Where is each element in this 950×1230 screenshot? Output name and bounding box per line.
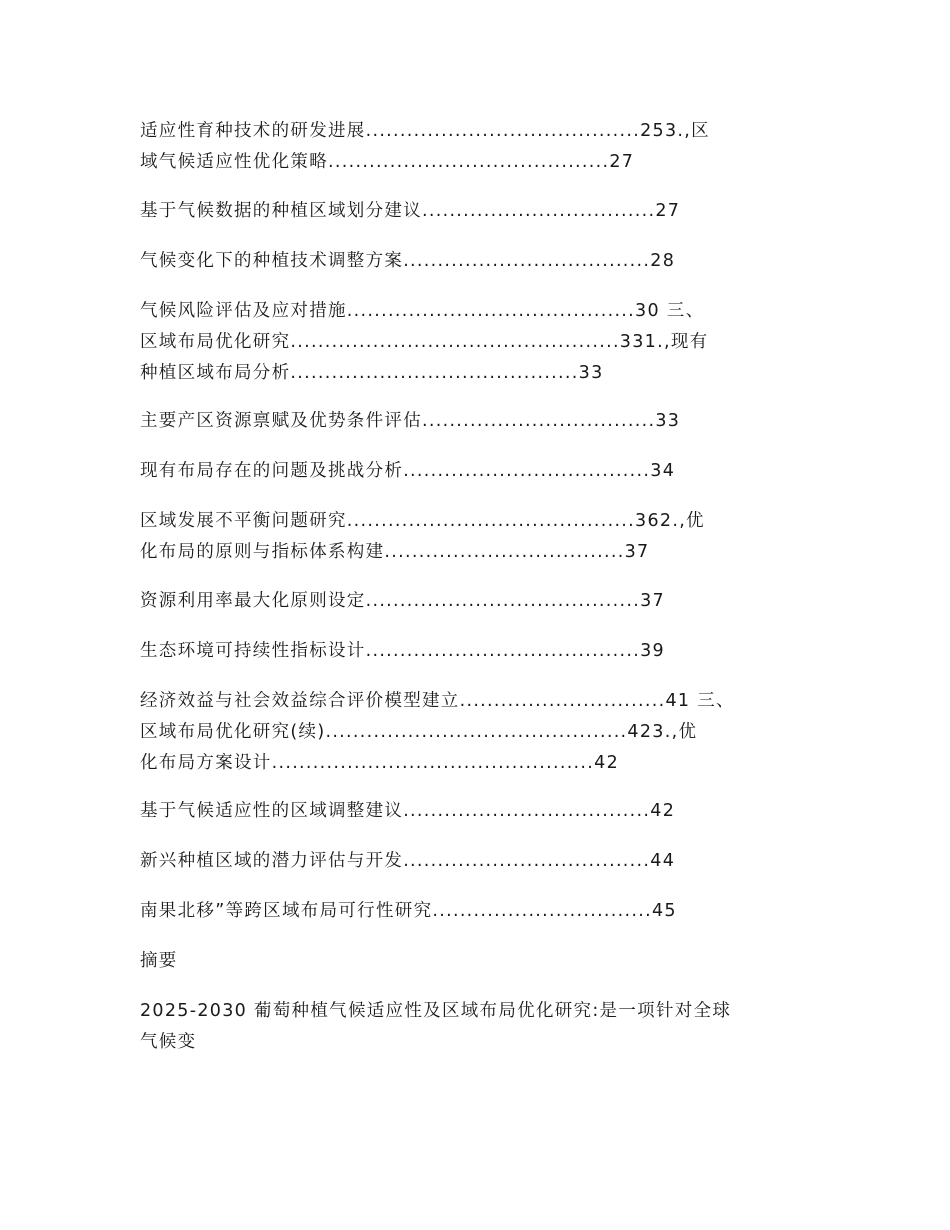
toc-entry-paragraph [140,296,820,389]
toc-entry-line: 域气候适应性优化策略.........................................27 [140,152,635,172]
abstract-body-line: 气候变 [140,1032,197,1052]
toc-entry-line: 化布局方案设计...............................................42 [140,753,620,773]
toc-entry-line: 经济效益与社会效益综合评价模型建立..............................41 三、 [140,691,735,711]
toc-entry-line: 南果北移”等跨区域布局可行性研究................................45 [140,901,677,921]
abstract-heading-text: 摘要 [140,951,178,971]
toc-entry-line: 气候变化下的种植技术调整方案....................................28 [140,251,676,271]
toc-entry-paragraph [140,196,820,227]
toc-entry-paragraph [140,506,820,568]
toc-entry-line: 区域布局优化研究................................................331.,现有 [140,332,709,352]
toc-entry-line: 主要产区资源禀赋及优势条件评估..................................33 [140,411,681,431]
abstract-body-line: 2025-2030 葡萄种植气候适应性及区域布局优化研究:是一项针对全球 [140,1001,732,1021]
toc-entry-line: 基于气候适应性的区域调整建议....................................42 [140,801,676,821]
toc-entry-paragraph [140,686,820,779]
toc-entry-paragraph [140,846,820,877]
toc-entry-line: 种植区域布局分析..........................................33 [140,363,604,383]
toc-entry-paragraph [140,796,820,827]
toc-entry-paragraph [140,896,820,927]
toc-entry-paragraph [140,406,820,437]
toc-entry-line: 区域发展不平衡问题研究..........................................362.,优 [140,511,705,531]
toc-entry-line: 基于气候数据的种植区域划分建议..................................27 [140,201,681,221]
toc-entry-line: 适应性育种技术的研发进展........................................253.,区 [140,121,710,141]
abstract-heading [140,946,820,977]
toc-entry-line: 区域布局优化研究(续)............................................423.,优 [140,722,698,742]
abstract-body-paragraph [140,996,820,1058]
toc-entry-paragraph [140,456,820,487]
toc-entry-paragraph [140,246,820,277]
toc-entry-line: 生态环境可持续性指标设计........................................39 [140,641,665,661]
toc-entry-line: 现有布局存在的问题及挑战分析....................................34 [140,461,676,481]
toc-entry-paragraph [140,636,820,667]
toc-entry-paragraph [140,586,820,617]
toc-entry-line: 资源利用率最大化原则设定........................................37 [140,591,665,611]
toc-entry-line: 新兴种植区域的潜力评估与开发....................................44 [140,851,676,871]
toc-entry-line: 化布局的原则与指标体系构建...................................37 [140,542,650,562]
toc-entry-paragraph [140,116,820,178]
toc-entry-line: 气候风险评估及应对措施..........................................30 三、 [140,301,705,321]
